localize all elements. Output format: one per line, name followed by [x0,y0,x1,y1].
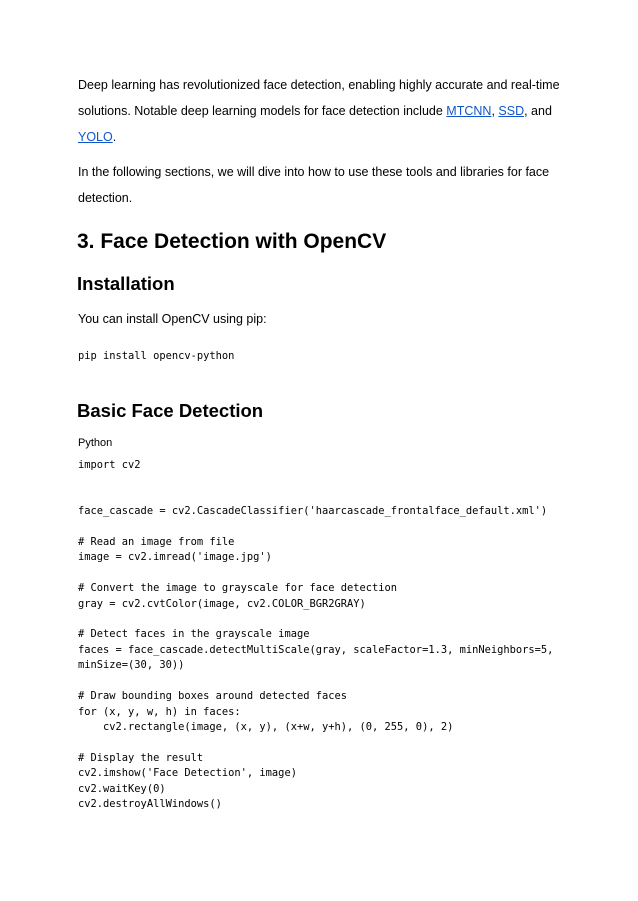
code-line: # Detect faces in the grayscale image [78,628,310,641]
code-line: # Read an image from file [78,536,235,549]
installation-heading: Installation [77,273,175,294]
code-line: import cv2 [78,459,141,471]
intro-end: . [112,130,117,144]
code-line: cv2.destroyAllWindows() [78,797,222,810]
code-line: # Convert the image to grayscale for face detection [78,582,398,595]
following-paragraph: In the following sections, we will dive into how to use these tools and libraries for face detection. [78,165,550,205]
code-line: # Draw bounding boxes around detected faces [78,690,347,703]
intro-sep-1: , [491,104,499,118]
code-line: gray = cv2.cvtColor(image, cv2.COLOR_BGR2GRAY) [78,597,366,610]
code-language-label: Python [78,437,113,449]
basic-face-detection-heading: Basic Face Detection [77,400,264,421]
code-line: for (x, y, w, h) in faces: [78,705,241,718]
mtcnn-link[interactable]: MTCNN [446,104,492,118]
intro-sep-2: , and [524,104,552,118]
code-line: cv2.waitKey(0) [78,782,166,795]
yolo-link[interactable]: YOLO [78,130,113,144]
code-line: cv2.imshow('Face Detection', image) [78,767,297,780]
code-line: face_cascade = cv2.CascadeClassifier('haarcascade_frontalface_default.xml') [78,505,548,518]
code-line: cv2.rectangle(image, (x, y), (x+w, y+h), (0, 255, 0), 2) [78,720,454,733]
code-line: # Display the result [78,751,204,764]
code-line: image = cv2.imread('image.jpg') [78,551,272,564]
section-title: 3. Face Detection with OpenCV [77,230,387,253]
code-block [78,458,553,812]
install-command: pip install opencv-python [78,350,235,362]
installation-text: You can install OpenCV using pip: [78,312,267,326]
intro-text: Deep learning has revolutionized face detection, enabling highly accurate and real-time solutions. Notable deep learning models for face detection include [78,78,560,118]
intro-paragraph [78,72,578,150]
ssd-link[interactable]: SSD [498,104,525,118]
code-line: minSize=(30, 30)) [78,659,185,672]
code-line: faces = face_cascade.detectMultiScale(gray, scaleFactor=1.3, minNeighbors=5, [78,643,554,656]
